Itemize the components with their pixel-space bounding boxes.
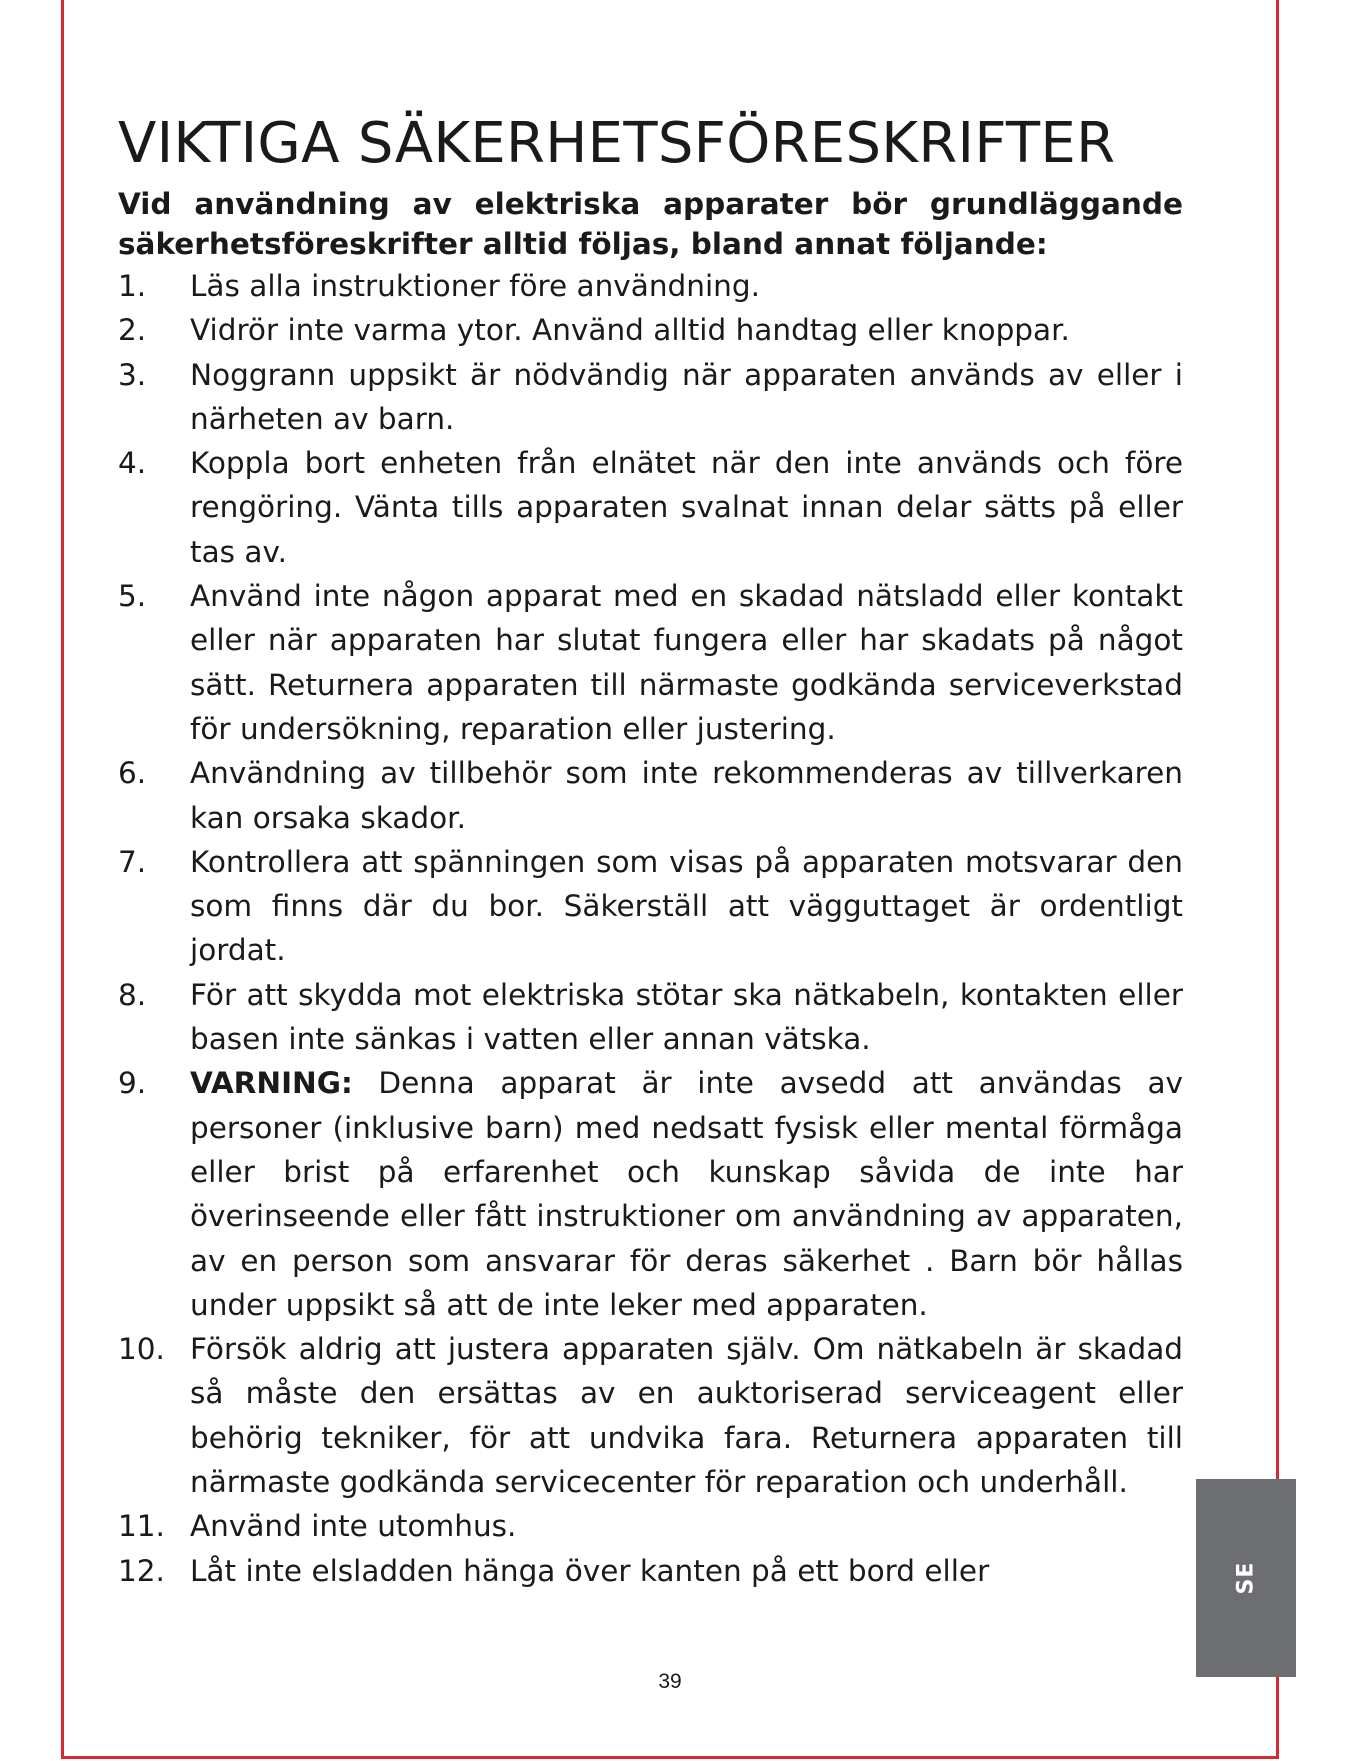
list-item-number: 6.: [118, 756, 147, 791]
list-item: [118, 840, 1183, 973]
list-item-text: [190, 1554, 989, 1588]
list-item-number: 2.: [118, 313, 147, 348]
list-item-body: Användning av tillbehör som inte rekommenderas av tillverkaren kan orsaka skador.: [190, 756, 1183, 835]
list-item: [118, 353, 1183, 442]
list-item-body: Läs alla instruktioner före användning.: [190, 269, 760, 303]
list-item-body: Låt inte elsladden hänga över kanten på ett bord eller: [190, 1553, 990, 1588]
warning-label: VARNING:: [190, 1066, 353, 1101]
list-item-body: Denna apparat är inte avsedd att användas av personer (inklusive barn) med nedsatt fysisk eller mental förmåga eller brist på erfarenhet och kunskap såvida de inte har överinseende eller fått instruktioner om användning av apparaten, av en person som ansvarar för deras säkerhet . Barn bör hållas under uppsikt så att de inte leker med apparaten.: [190, 1066, 1183, 1322]
list-item-text: [190, 313, 1070, 347]
list-item-text: [190, 269, 760, 303]
list-item-number: 7.: [118, 844, 147, 879]
list-item-number: 10.: [118, 1332, 165, 1367]
list-item-text: [190, 1066, 1183, 1321]
list-item: [118, 1061, 1183, 1327]
list-item-body: Noggrann uppsikt är nödvändig när apparaten används av eller i närheten av barn.: [190, 357, 1183, 436]
list-item-text: [190, 579, 1183, 746]
list-item: [118, 1327, 1183, 1504]
list-item-text: [190, 845, 1183, 968]
list-item-number: 1.: [118, 269, 147, 303]
list-item-number: 11.: [118, 1509, 165, 1544]
list-item-text: [190, 756, 1183, 834]
list-item: [118, 751, 1183, 840]
list-item-text: [190, 978, 1183, 1056]
list-item-body: Försök aldrig att justera apparaten själv. Om nätkabeln är skadad så måste den ersättas av en auktoriserad serviceagent eller behörig tekniker, för att undvika fara. Returnera apparaten till närmaste godkända servicecenter för reparation och underhåll.: [190, 1332, 1183, 1500]
list-item-body: Kontrollera att spänningen som visas på apparaten motsvarar den som finns där du bor. Säkerställ att vägguttaget är ordentligt jordat.: [190, 844, 1183, 968]
list-item-number: 12.: [118, 1553, 165, 1588]
list-item-number: 3.: [118, 357, 147, 392]
language-tab: [1196, 1479, 1296, 1677]
list-item-number: 9.: [118, 1066, 147, 1101]
document-body: [118, 104, 1183, 1593]
list-item-number: 5.: [118, 579, 147, 614]
list-item-body: Använd inte utomhus.: [190, 1509, 517, 1544]
safety-list: [118, 264, 1183, 1593]
list-item-text: [190, 446, 1183, 569]
list-item-text: [190, 1332, 1183, 1499]
intro-paragraph: Vid användning av elektriska apparater bör grundläggande säkerhetsföreskrifter alltid följas, bland annat följande:: [118, 187, 1183, 261]
list-item-text: [190, 1509, 516, 1543]
list-item-text: [190, 358, 1183, 436]
list-item-body: Använd inte någon apparat med en skadad nätsladd eller kontakt eller när apparaten har slutat fungera eller har skadats på något sätt. Returnera apparaten till närmaste godkända serviceverkstad för undersökning, reparation eller justering.: [190, 579, 1183, 746]
list-item-number: 8.: [118, 977, 147, 1012]
page-number: 39: [658, 1670, 682, 1693]
list-item: [118, 441, 1183, 574]
list-item: [118, 264, 1183, 308]
list-item: [118, 1504, 1183, 1548]
list-item-body: Koppla bort enheten från elnätet när den inte används och före rengöring. Vänta tills apparaten svalnat innan delar sätts på eller tas av.: [190, 446, 1183, 569]
list-item: [118, 973, 1183, 1062]
list-item-body: Vidrör inte varma ytor. Använd alltid handtag eller knoppar.: [190, 313, 1070, 348]
list-item-body: För att skydda mot elektriska stötar ska nätkabeln, kontakten eller basen inte sänkas i vatten eller annan vätska.: [190, 977, 1183, 1057]
list-item: [118, 574, 1183, 751]
language-tab-label: SE: [1233, 1561, 1259, 1595]
list-item: [118, 308, 1183, 352]
list-item: [118, 1549, 1183, 1593]
page-title: VIKTIGA SÄKERHETSFÖRESKRIFTER: [118, 111, 1116, 176]
list-item-number: 4.: [118, 446, 147, 481]
